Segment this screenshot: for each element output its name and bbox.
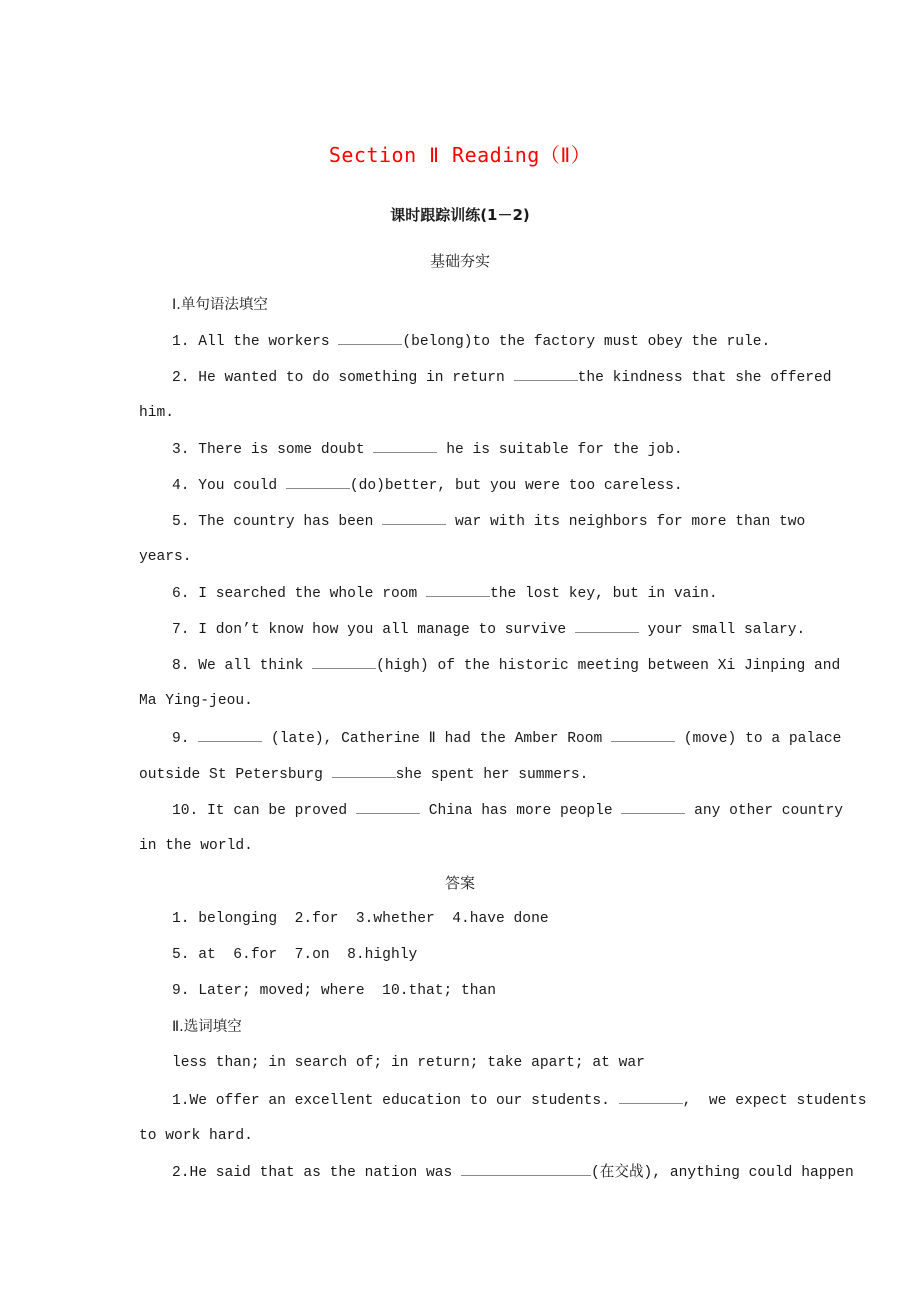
answer-blank[interactable] [338, 330, 402, 345]
question-2-continuation: him. [139, 405, 175, 421]
question-7: 7. I don’t know how you all manage to survive your small salary. [172, 618, 805, 641]
question-9: 9. (late), Catherine Ⅱ had the Amber Room (move) to a palace [172, 727, 841, 750]
question-4: 4. You could (do)better, but you were too careless. [172, 474, 683, 497]
level-heading: 基础夯实 [429, 252, 490, 270]
question-number: 1. [172, 1093, 190, 1109]
answer-blank[interactable] [373, 438, 437, 453]
question-number: 2. [172, 1165, 190, 1181]
answer-blank[interactable] [382, 510, 446, 525]
question-number: 8. [172, 658, 190, 674]
question-3: 3. There is some doubt he is suitable for the job. [172, 438, 683, 461]
question-8: 8. We all think (high) of the historic meeting between Xi Jinping and [172, 654, 840, 677]
question-number: 4. [172, 478, 190, 494]
answer-line-2: 5. at 6.for 7.on 8.highly [172, 947, 418, 963]
answer-blank[interactable] [575, 618, 639, 633]
question-2: 2. He wanted to do something in return the kindness that she offered [172, 366, 832, 389]
question-number: 10. [172, 803, 199, 819]
section-2-question-2: 2.He said that as the nation was (在交战), anything could happen [172, 1161, 854, 1184]
question-1: 1. All the workers (belong)to the factory must obey the rule. [172, 330, 770, 353]
question-number: 3. [172, 442, 190, 458]
answer-blank[interactable] [461, 1161, 591, 1176]
question-5-continuation: years. [139, 549, 192, 565]
question-10: 10. It can be proved China has more people any other country [172, 799, 843, 822]
exercise-subtitle: 课时跟踪训练(1－2) [390, 206, 530, 224]
answer-blank[interactable] [332, 763, 396, 778]
answer-blank[interactable] [312, 654, 376, 669]
answer-blank[interactable] [426, 582, 490, 597]
answers-heading: 答案 [444, 874, 475, 892]
section-2-question-1: 1.We offer an excellent education to our students. , we expect students [172, 1089, 867, 1112]
question-10-continuation: in the world. [139, 838, 253, 854]
section-2-heading: Ⅱ.选词填空 [172, 1019, 242, 1035]
answer-line-1: 1. belonging 2.for 3.whether 4.have done [172, 911, 549, 927]
question-6: 6. I searched the whole room the lost key, but in vain. [172, 582, 718, 605]
answer-line-3: 9. Later; moved; where 10.that; than [172, 983, 497, 999]
answer-blank[interactable] [611, 727, 675, 742]
question-9-continuation: outside St Petersburg she spent her summers. [139, 763, 588, 786]
question-5: 5. The country has been war with its neighbors for more than two [172, 510, 805, 533]
question-number: 1. [172, 334, 190, 350]
answer-blank[interactable] [356, 799, 420, 814]
section-1-heading: Ⅰ.单句语法填空 [172, 297, 268, 313]
question-number: 9. [172, 731, 190, 747]
question-number: 5. [172, 514, 190, 530]
word-bank: less than; in search of; in return; take apart; at war [172, 1055, 645, 1071]
answer-blank[interactable] [286, 474, 350, 489]
question-number: 2. [172, 370, 190, 386]
section-2-question-1-continuation: to work hard. [139, 1128, 253, 1144]
question-8-continuation: Ma Ying-jeou. [139, 693, 253, 709]
question-number: 6. [172, 586, 190, 602]
answer-blank[interactable] [514, 366, 578, 381]
answer-blank[interactable] [621, 799, 685, 814]
question-number: 7. [172, 622, 190, 638]
document-title: Section Ⅱ Reading（Ⅱ） [328, 143, 592, 167]
answer-blank[interactable] [198, 727, 262, 742]
answer-blank[interactable] [619, 1089, 683, 1104]
